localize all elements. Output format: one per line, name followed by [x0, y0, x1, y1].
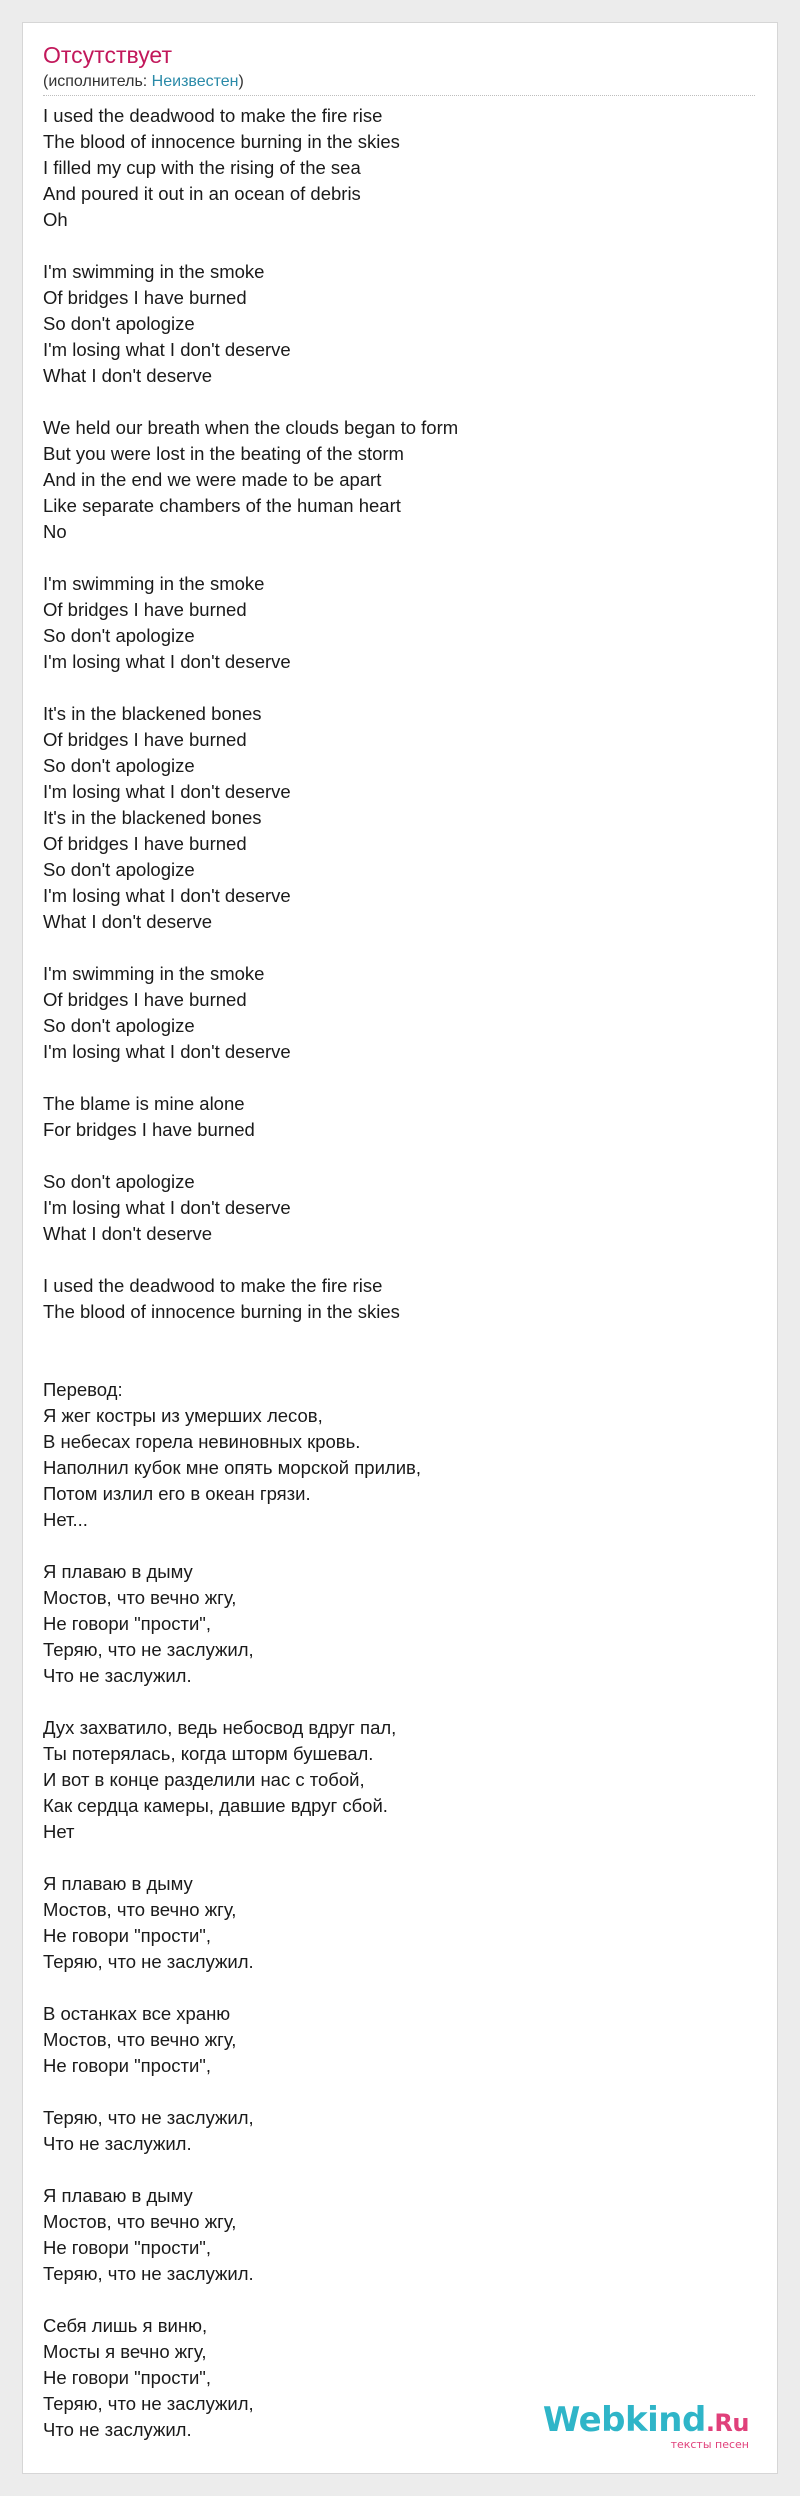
lyric-line: No — [43, 521, 67, 542]
lyric-line: Не говори "прости", — [43, 2055, 212, 2076]
lyric-blank-line — [43, 1325, 755, 1351]
lyric-blank-line — [43, 1689, 755, 1715]
lyric-blank-line — [43, 1143, 755, 1169]
webkind-logo[interactable] — [543, 2402, 749, 2451]
lyric-line: The blood of innocence burning in the skies — [43, 131, 400, 152]
lyric-line: Of bridges I have burned — [43, 599, 247, 620]
lyric-line: Перевод: — [43, 1379, 123, 1400]
logo-name: Webkind — [542, 2400, 706, 2440]
lyric-blank-line — [43, 2157, 755, 2183]
lyric-line: Of bridges I have burned — [43, 287, 247, 308]
lyric-line: I used the deadwood to make the fire rise — [43, 1275, 383, 1296]
lyric-line: So don't apologize — [43, 1015, 195, 1036]
lyric-blank-line — [43, 1065, 755, 1091]
lyric-line: Ты потерялась, когда шторм бушевал. — [43, 1743, 374, 1764]
lyric-line: Я плаваю в дыму — [43, 1873, 193, 1894]
lyric-line: И вот в конце разделили нас с тобой, — [43, 1769, 365, 1790]
lyric-line: Я жег костры из умерших лесов, — [43, 1405, 323, 1426]
lyric-line: Нет — [43, 1821, 75, 1842]
song-title: Отсутствует — [43, 42, 172, 68]
artist-line — [43, 71, 755, 96]
lyric-line: I'm losing what I don't deserve — [43, 651, 291, 672]
lyric-line: Наполнил кубок мне опять морской прилив, — [43, 1457, 421, 1478]
lyric-blank-line — [43, 1845, 755, 1871]
lyric-line: Мостов, что вечно жгу, — [43, 1899, 237, 1920]
lyric-line: Я плаваю в дыму — [43, 1561, 193, 1582]
lyric-line: So don't apologize — [43, 625, 195, 646]
lyric-line: Of bridges I have burned — [43, 833, 247, 854]
lyric-line: Не говори "прости", — [43, 1925, 212, 1946]
lyric-blank-line — [43, 1247, 755, 1273]
lyric-line: В небесах горела невиновных кровь. — [43, 1431, 361, 1452]
lyric-line: Теряю, что не заслужил. — [43, 1951, 254, 1972]
lyric-line: Теряю, что не заслужил, — [43, 2393, 254, 2414]
lyrics-text — [43, 103, 755, 2443]
lyric-line: I'm swimming in the smoke — [43, 261, 265, 282]
lyric-line: So don't apologize — [43, 313, 195, 334]
lyric-line: Дух захватило, ведь небосвод вдруг пал, — [43, 1717, 397, 1738]
lyric-blank-line — [43, 545, 755, 571]
lyric-line: What I don't deserve — [43, 365, 213, 386]
artist-prefix: (исполнитель: — [43, 73, 152, 90]
lyric-line: What I don't deserve — [43, 911, 213, 932]
lyric-line: Мосты я вечно жгу, — [43, 2341, 207, 2362]
lyric-blank-line — [43, 389, 755, 415]
lyric-line: I'm swimming in the smoke — [43, 573, 265, 594]
lyric-line: I'm losing what I don't deserve — [43, 781, 291, 802]
lyric-line: Не говори "прости", — [43, 2237, 212, 2258]
lyric-line: Нет... — [43, 1509, 88, 1530]
lyric-line: It's in the blackened bones — [43, 703, 262, 724]
lyric-line: We held our breath when the clouds began to form — [43, 417, 459, 438]
lyric-line: I'm losing what I don't deserve — [43, 339, 291, 360]
lyric-line: Не говори "прости", — [43, 1613, 212, 1634]
lyric-line: Теряю, что не заслужил. — [43, 2263, 254, 2284]
lyric-line: Oh — [43, 209, 68, 230]
lyric-blank-line — [43, 1975, 755, 2001]
lyric-blank-line — [43, 1533, 755, 1559]
lyric-line: So don't apologize — [43, 1171, 195, 1192]
lyric-line: Я плаваю в дыму — [43, 2185, 193, 2206]
lyric-blank-line — [43, 2079, 755, 2105]
lyric-line: I'm swimming in the smoke — [43, 963, 265, 984]
lyric-blank-line — [43, 935, 755, 961]
logo-tagline: тексты песен — [670, 2438, 749, 2451]
lyric-line: I filled my cup with the rising of the sea — [43, 157, 361, 178]
lyric-line: Of bridges I have burned — [43, 729, 247, 750]
lyric-line: And poured it out in an ocean of debris — [43, 183, 361, 204]
lyric-line: Теряю, что не заслужил, — [43, 1639, 254, 1660]
artist-suffix: ) — [238, 73, 244, 90]
lyric-line: Что не заслужил. — [43, 2133, 192, 2154]
logo-tld: .Ru — [705, 2409, 749, 2437]
lyric-blank-line — [43, 233, 755, 259]
lyric-line: В останках все храню — [43, 2003, 231, 2024]
lyric-line: The blame is mine alone — [43, 1093, 245, 1114]
artist-link[interactable]: Неизвестен — [151, 73, 239, 90]
lyric-line: Мостов, что вечно жгу, — [43, 2029, 237, 2050]
lyric-line: I'm losing what I don't deserve — [43, 1041, 291, 1062]
lyric-line: But you were lost in the beating of the storm — [43, 443, 404, 464]
lyric-line: Что не заслужил. — [43, 2419, 192, 2440]
lyric-line: It's in the blackened bones — [43, 807, 262, 828]
lyric-line: Теряю, что не заслужил, — [43, 2107, 254, 2128]
lyric-line: What I don't deserve — [43, 1223, 213, 1244]
lyric-line: Не говори "прости", — [43, 2367, 212, 2388]
lyric-line: So don't apologize — [43, 755, 195, 776]
lyric-blank-line — [43, 2287, 755, 2313]
lyrics-card — [22, 22, 778, 2474]
lyric-line: Like separate chambers of the human heart — [43, 495, 401, 516]
lyric-line: Потом излил его в океан грязи. — [43, 1483, 311, 1504]
lyric-line: For bridges I have burned — [43, 1119, 255, 1140]
lyric-line: Что не заслужил. — [43, 1665, 192, 1686]
lyric-line: The blood of innocence burning in the skies — [43, 1301, 400, 1322]
lyric-line: I'm losing what I don't deserve — [43, 885, 291, 906]
lyric-line: Of bridges I have burned — [43, 989, 247, 1010]
lyric-blank-line — [43, 675, 755, 701]
lyric-line: And in the end we were made to be apart — [43, 469, 382, 490]
lyric-line: So don't apologize — [43, 859, 195, 880]
logo-wordmark — [543, 2402, 749, 2441]
lyric-line: Как сердца камеры, давшие вдруг сбой. — [43, 1795, 388, 1816]
lyric-line: I used the deadwood to make the fire rise — [43, 105, 383, 126]
lyric-line: Себя лишь я виню, — [43, 2315, 208, 2336]
lyric-line: I'm losing what I don't deserve — [43, 1197, 291, 1218]
lyric-line: Мостов, что вечно жгу, — [43, 1587, 237, 1608]
lyric-blank-line — [43, 1351, 755, 1377]
lyric-line: Мостов, что вечно жгу, — [43, 2211, 237, 2232]
